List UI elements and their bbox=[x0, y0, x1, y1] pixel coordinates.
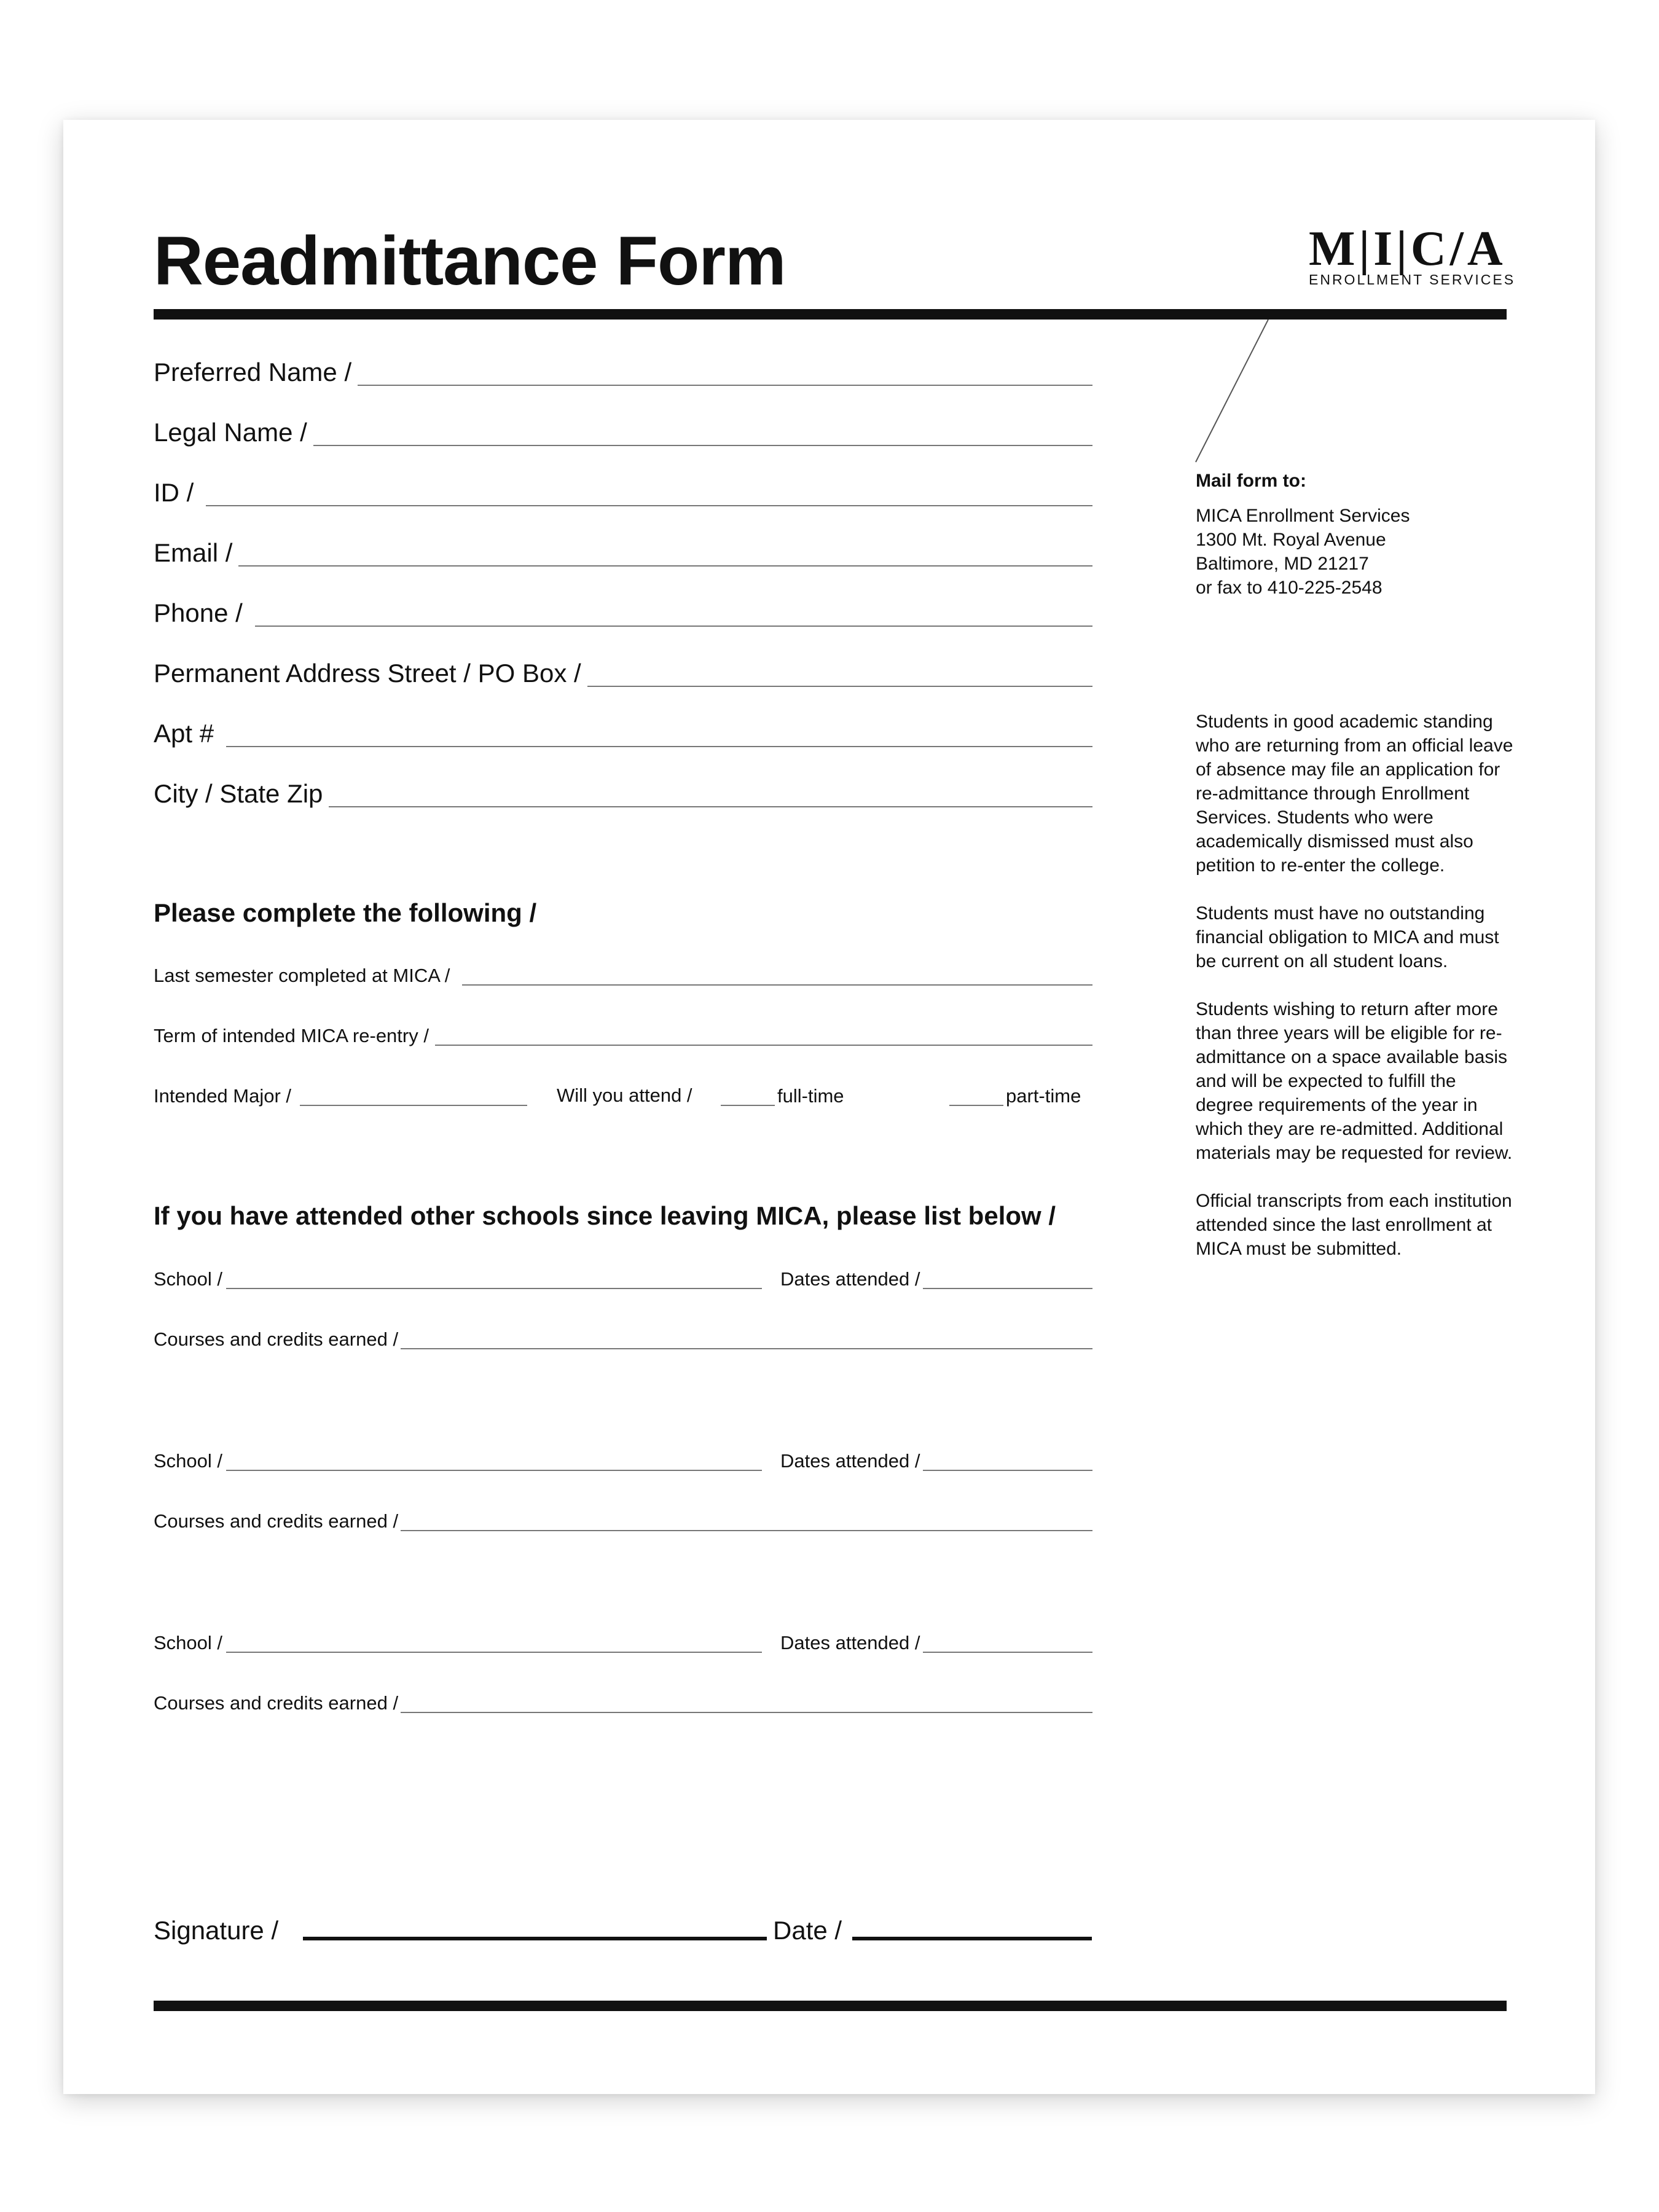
signature-input-line[interactable] bbox=[303, 1937, 767, 1940]
email-input-line[interactable] bbox=[238, 565, 1092, 567]
note-paragraph-1: Students in good academic standing who are returning from an official leave of absence may file an application for re-admittance through Enrollment Services. Students who were academically dismissed must also petition to re-enter the college. bbox=[1196, 712, 1513, 876]
readmission-notes bbox=[1196, 710, 1515, 1285]
footer-rule bbox=[154, 2001, 1507, 2011]
note-paragraph-3: Students wishing to return after more than three years will be eligible for re-admittance on a space available basis and will be expected to fulfill the degree requirements of the year in which they are re-admitted. Additional materials may be requested for review. bbox=[1196, 999, 1513, 1163]
legal-name-label: Legal Name / bbox=[154, 418, 307, 447]
full-time-input-line[interactable] bbox=[721, 1105, 775, 1106]
legal-name-field[interactable] bbox=[154, 410, 1092, 447]
courses-1-input-line[interactable] bbox=[401, 1348, 1092, 1349]
preferred-name-field[interactable] bbox=[154, 350, 1092, 387]
apt-field[interactable] bbox=[154, 712, 1092, 748]
courses-2-input-line[interactable] bbox=[401, 1530, 1092, 1531]
dates-3-input-line[interactable] bbox=[923, 1652, 1093, 1653]
mica-logo bbox=[1309, 221, 1516, 289]
id-label: ID / bbox=[154, 478, 194, 507]
school-2-field[interactable] bbox=[154, 1441, 762, 1472]
city-state-zip-label: City / State Zip bbox=[154, 779, 323, 808]
id-field[interactable] bbox=[154, 471, 1092, 508]
phone-field[interactable] bbox=[154, 591, 1092, 628]
decorative-diagonal-line bbox=[1192, 320, 1272, 464]
courses-3-input-line[interactable] bbox=[401, 1712, 1092, 1713]
complete-section-heading: Please complete the following / bbox=[154, 898, 537, 927]
dates-2-field[interactable] bbox=[780, 1441, 1092, 1472]
address-label: Permanent Address Street / PO Box / bbox=[154, 659, 581, 688]
intended-major-label: Intended Major / bbox=[154, 1085, 292, 1107]
address-field[interactable] bbox=[154, 651, 1092, 688]
date-label: Date / bbox=[773, 1916, 842, 1945]
term-reentry-field[interactable] bbox=[154, 1016, 1092, 1047]
form-title: Readmittance Form bbox=[154, 222, 786, 299]
logo-wordmark: M|I|C/A bbox=[1309, 222, 1507, 276]
logo-subtitle: ENROLLMENT SERVICES bbox=[1309, 272, 1516, 288]
phone-input-line[interactable] bbox=[255, 626, 1092, 627]
courses-1-field[interactable] bbox=[154, 1320, 1092, 1351]
courses-1-label: Courses and credits earned / bbox=[154, 1328, 399, 1350]
courses-2-field[interactable] bbox=[154, 1502, 1092, 1532]
dates-2-label: Dates attended / bbox=[780, 1450, 920, 1472]
school-1-field[interactable] bbox=[154, 1260, 762, 1290]
mail-fax-line: or fax to 410-225-2548 bbox=[1196, 578, 1382, 598]
last-semester-field[interactable] bbox=[154, 956, 1092, 987]
preferred-name-input-line[interactable] bbox=[358, 385, 1092, 386]
courses-2-label: Courses and credits earned / bbox=[154, 1510, 399, 1532]
schools-section-heading: If you have attended other schools since leaving MICA, please list below / bbox=[154, 1201, 1056, 1230]
term-reentry-label: Term of intended MICA re-entry / bbox=[154, 1025, 429, 1046]
intended-major-field[interactable] bbox=[154, 1077, 527, 1107]
id-input-line[interactable] bbox=[206, 505, 1092, 506]
dates-2-input-line[interactable] bbox=[923, 1470, 1093, 1471]
school-1-label: School / bbox=[154, 1268, 223, 1290]
note-paragraph-4: Official transcripts from each institution attended since the last enrollment at MICA must be submitted. bbox=[1196, 1191, 1512, 1259]
school-2-label: School / bbox=[154, 1450, 223, 1472]
legal-name-input-line[interactable] bbox=[313, 445, 1092, 446]
full-time-option[interactable] bbox=[721, 1077, 856, 1107]
full-time-label: full-time bbox=[777, 1085, 844, 1107]
dates-1-field[interactable] bbox=[780, 1260, 1092, 1290]
term-reentry-input-line[interactable] bbox=[435, 1045, 1092, 1046]
apt-label: Apt # bbox=[154, 719, 214, 748]
signature-label: Signature / bbox=[154, 1916, 279, 1945]
preferred-name-label: Preferred Name / bbox=[154, 358, 352, 386]
intended-major-input-line[interactable] bbox=[300, 1105, 527, 1106]
city-state-zip-field[interactable] bbox=[154, 772, 1092, 809]
apt-input-line[interactable] bbox=[226, 746, 1092, 747]
part-time-input-line[interactable] bbox=[949, 1105, 1003, 1106]
header-rule bbox=[154, 309, 1507, 320]
dates-3-field[interactable] bbox=[780, 1623, 1092, 1654]
mail-address-line-2: 1300 Mt. Royal Avenue bbox=[1196, 530, 1386, 550]
part-time-option[interactable] bbox=[949, 1077, 1097, 1107]
school-3-label: School / bbox=[154, 1632, 223, 1653]
part-time-label: part-time bbox=[1006, 1085, 1081, 1107]
last-semester-label: Last semester completed at MICA / bbox=[154, 965, 450, 986]
date-input-line[interactable] bbox=[852, 1937, 1092, 1940]
school-3-field[interactable] bbox=[154, 1623, 762, 1654]
phone-label: Phone / bbox=[154, 598, 243, 627]
note-paragraph-2: Students must have no outstanding financial obligation to MICA and must be current on all student loans. bbox=[1196, 903, 1499, 971]
dates-1-input-line[interactable] bbox=[923, 1288, 1093, 1289]
email-field[interactable] bbox=[154, 531, 1092, 568]
will-attend-label: Will you attend / bbox=[557, 1084, 692, 1106]
dates-1-label: Dates attended / bbox=[780, 1268, 920, 1290]
school-2-input-line[interactable] bbox=[226, 1470, 762, 1471]
email-label: Email / bbox=[154, 538, 233, 567]
school-1-input-line[interactable] bbox=[226, 1288, 762, 1289]
courses-3-label: Courses and credits earned / bbox=[154, 1692, 399, 1714]
school-3-input-line[interactable] bbox=[226, 1652, 762, 1653]
mail-address-line-1: MICA Enrollment Services bbox=[1196, 506, 1410, 526]
last-semester-input-line[interactable] bbox=[462, 984, 1092, 986]
dates-3-label: Dates attended / bbox=[780, 1632, 920, 1653]
mail-heading: Mail form to: bbox=[1196, 471, 1306, 491]
city-state-zip-input-line[interactable] bbox=[329, 806, 1092, 807]
mail-info bbox=[1196, 469, 1515, 600]
address-input-line[interactable] bbox=[587, 686, 1092, 687]
mail-address-line-3: Baltimore, MD 21217 bbox=[1196, 554, 1369, 574]
courses-3-field[interactable] bbox=[154, 1684, 1092, 1714]
